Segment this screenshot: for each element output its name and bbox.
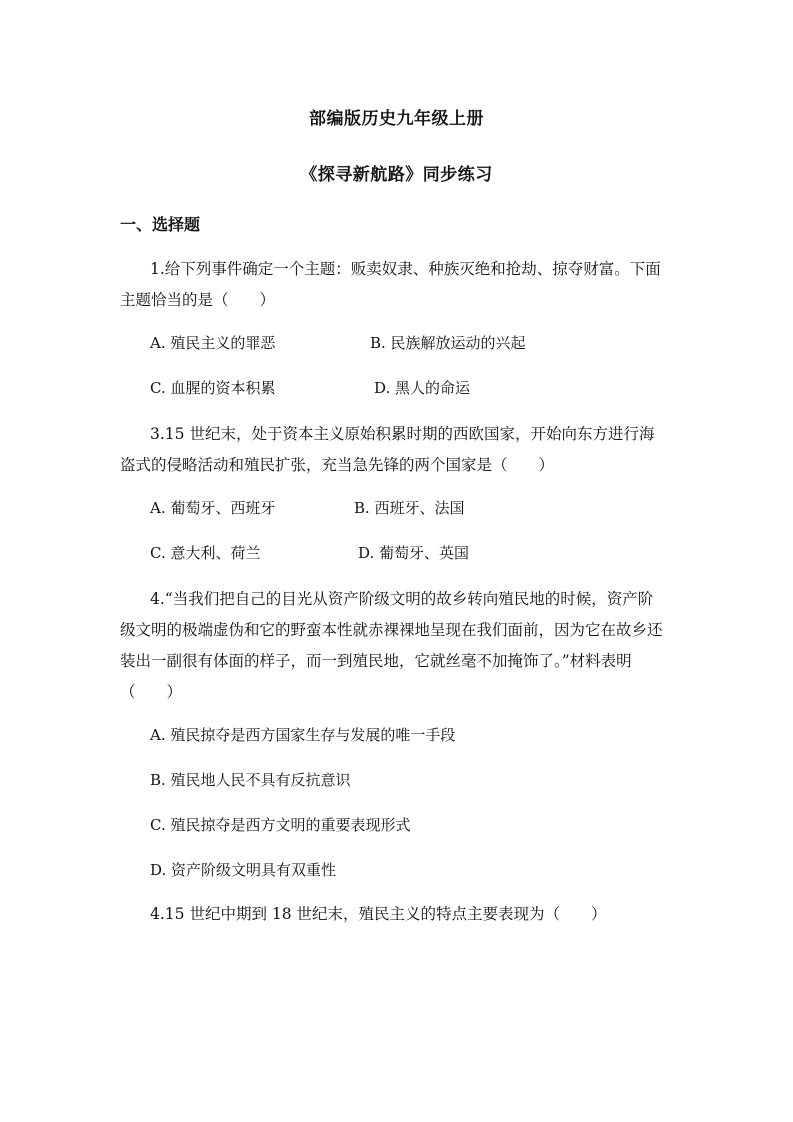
question-4-line-4: （ ） bbox=[120, 683, 183, 701]
question-4-option-d: D. 资产阶级文明具有双重性 bbox=[150, 861, 337, 879]
question-3-option-a: A. 葡萄牙、西班牙 bbox=[150, 499, 276, 517]
question-4-line-3: 装出一副很有体面的样子，而一到殖民地，它就丝毫不加掩饰了。”材料表明 bbox=[120, 652, 632, 670]
section-heading: 一、选择题 bbox=[120, 215, 201, 234]
question-4-line-1: 4.“当我们把自己的目光从资产阶级文明的故乡转向殖民地的时候，资产阶 bbox=[150, 590, 654, 608]
question-1-option-d: D. 黑人的命运 bbox=[374, 379, 471, 397]
question-1-option-b: B. 民族解放运动的兴起 bbox=[370, 334, 526, 352]
question-3-option-c: C. 意大利、荷兰 bbox=[150, 544, 261, 562]
question-4-option-a: A. 殖民掠夺是西方国家生存与发展的唯一手段 bbox=[150, 726, 456, 744]
question-4-option-b: B. 殖民地人民不具有反抗意识 bbox=[150, 771, 351, 789]
document-subtitle: 《探寻新航路》同步练习 bbox=[300, 165, 493, 185]
question-3-line-1: 3.15 世纪末，处于资本主义原始积累时期的西欧国家，开始向东方进行海 bbox=[150, 425, 655, 443]
question-3-option-d: D. 葡萄牙、英国 bbox=[358, 544, 470, 562]
question-1-option-a: A. 殖民主义的罪恶 bbox=[150, 334, 276, 352]
question-4b-line-1: 4.15 世纪中期到 18 世纪末，殖民主义的特点主要表现为（ ） bbox=[150, 905, 607, 923]
question-3-line-2: 盗式的侵略活动和殖民扩张，充当急先锋的两个国家是（ ） bbox=[120, 456, 555, 474]
question-1-option-c: C. 血腥的资本积累 bbox=[150, 379, 276, 397]
question-1-line-2: 主题恰当的是（ ） bbox=[120, 291, 276, 309]
document-title: 部编版历史九年级上册 bbox=[309, 109, 484, 129]
question-4-option-c: C. 殖民掠夺是西方文明的重要表现形式 bbox=[150, 816, 411, 834]
question-1-line-1: 1.给下列事件确定一个主题：贩卖奴隶、种族灭绝和抢劫、掠夺财富。下面 bbox=[150, 260, 661, 278]
question-3-option-b: B. 西班牙、法国 bbox=[354, 499, 465, 517]
question-4-line-2: 级文明的极端虚伪和它的野蛮本性就赤裸裸地呈现在我们面前，因为它在故乡还 bbox=[120, 621, 663, 639]
